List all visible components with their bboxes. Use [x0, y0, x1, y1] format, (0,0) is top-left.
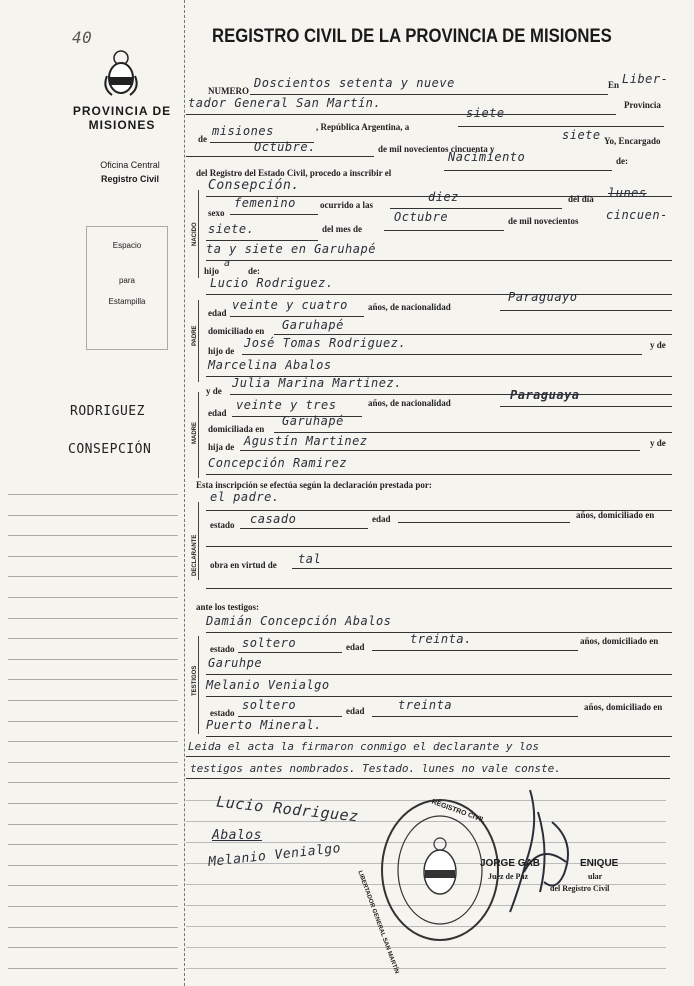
declarante-edad-label: edad	[372, 514, 391, 524]
testigos-bracket	[198, 636, 199, 734]
provincia-value: misiones	[212, 124, 274, 138]
numero-value: Doscientos setenta y nueve	[254, 76, 455, 90]
left-ruled-line	[8, 885, 178, 886]
mil-nov-label: de mil novecientos cincuenta y	[378, 144, 495, 154]
testigo1-name-value: Damián Concepción Abalos	[206, 614, 392, 628]
closing-line-1: Leida el acta la firmaron conmigo el declarante y los	[188, 740, 539, 753]
left-ruled-line	[8, 721, 178, 722]
margin-surname: RODRIGUEZ	[70, 404, 145, 419]
declarante-estado-value: casado	[250, 512, 297, 526]
madre-bracket	[198, 392, 199, 478]
mes-value: Octubre.	[254, 140, 316, 154]
left-ruled-line	[8, 515, 178, 516]
padre-nac-label: años, de nacionalidad	[368, 302, 451, 312]
inscripcion-label: Esta inscripción se efectúa según la declaración prestada por:	[196, 480, 432, 490]
testigo1-dom-value: Garuhpe	[208, 656, 263, 670]
office-label: Oficina Central Registro Civil	[100, 160, 160, 184]
left-ruled-line	[8, 844, 178, 845]
mes-nac-value: Octubre	[394, 210, 449, 224]
testigos-header: ante los testigos:	[196, 602, 259, 612]
left-ruled-line	[8, 535, 178, 536]
left-ruled-line	[8, 906, 178, 907]
madre-edad-value: veinte y tres	[236, 398, 337, 412]
yo-encargado-label: Yo, Encargado	[604, 136, 661, 146]
hijo-label: hijo	[204, 266, 220, 276]
madre-dom-label: domiciliada en	[208, 424, 265, 434]
testigo1-anios-label: años, domiciliado en	[580, 636, 659, 646]
seal-ring-top: REGISTRO CIVIL	[430, 798, 486, 825]
anio-nac-value-1: cincuen-	[606, 208, 668, 222]
left-ruled-line	[8, 968, 178, 969]
signature-witness-1: Abalos	[212, 828, 262, 843]
del-dia-label: del día	[568, 194, 594, 204]
signature-father: Lucio Rodriguez	[215, 792, 360, 826]
madre-name-value: Julia Marina Martinez.	[232, 376, 402, 390]
republica-label: , República Argentina, a	[316, 122, 410, 132]
testigo2-edad-label: edad	[346, 706, 365, 716]
madre-label: MADRE	[192, 422, 198, 444]
madre-nac-label: años, de nacionalidad	[368, 398, 451, 408]
officer-name-suffix: ENIQUE	[580, 858, 619, 869]
officer-name: JORGE GAB	[480, 858, 541, 869]
officer-title-2: ular	[588, 872, 603, 881]
del-registro-label: del Registro del Estado Civil, procedo a inscribir el	[196, 168, 392, 178]
left-ruled-line	[8, 494, 178, 495]
testigo2-dom-value: Puerto Mineral.	[206, 718, 322, 732]
left-ruled-line	[8, 824, 178, 825]
testigo1-estado-value: soltero	[242, 636, 297, 650]
madre-y-de-label-2: y de	[650, 438, 666, 448]
numero-label: NUMERO	[208, 86, 249, 96]
anio-value: siete	[562, 128, 601, 142]
sexo-value: femenino	[234, 196, 296, 210]
hora-value: diez	[428, 190, 459, 204]
left-ruled-line	[8, 865, 178, 866]
anio-nac-value-2: ta y siete en Garuhapé	[206, 242, 376, 256]
padre-y-de-label: y de	[650, 340, 666, 350]
nacido-label: NACIDO	[192, 222, 198, 246]
lugar-value-2: tador General San Martín.	[188, 96, 382, 110]
padre-bracket	[198, 300, 199, 382]
dia-value: siete	[466, 106, 505, 120]
madre-hija-de-label: hija de	[208, 442, 235, 452]
ocurrido-label: ocurrido a las	[320, 200, 373, 210]
madre-edad-label: edad	[208, 408, 227, 418]
closing-line-2: testigos antes nombrados. Testado. lunes no vale conste.	[190, 762, 561, 775]
padre-dom-value: Garuhapé	[282, 318, 344, 332]
testigos-label: TESTIGOS	[192, 665, 198, 696]
lugar-value-1: Liber-	[622, 72, 669, 86]
nacido-bracket	[198, 190, 199, 278]
hijo-de-label: de:	[248, 266, 260, 276]
margin-given-name: CONSEPCIÓN	[68, 442, 152, 457]
left-ruled-line	[8, 782, 178, 783]
testigo2-estado-value: soltero	[242, 698, 297, 712]
nombre-value: Consepción.	[208, 178, 300, 193]
provincia-label: Provincia	[624, 100, 661, 110]
stamp-box: Espacio para Estampilla	[86, 226, 168, 350]
hijo-suffix: a	[224, 258, 231, 269]
de-mil-label: de mil novecientos	[508, 216, 579, 226]
acto-value: Nacimiento	[448, 150, 526, 164]
margin-rule	[184, 0, 185, 986]
province-name: PROVINCIA DE MISIONES	[72, 104, 172, 132]
madre-y-de-label: y de	[206, 386, 222, 396]
padre-label: PADRE	[192, 325, 198, 346]
left-ruled-line	[8, 556, 178, 557]
testigo1-edad-label: edad	[346, 642, 365, 652]
left-ruled-line	[8, 803, 178, 804]
left-ruled-line	[8, 700, 178, 701]
padre-hijo-de-label: hijo de	[208, 346, 235, 356]
left-ruled-line	[8, 927, 178, 928]
page-number: 40	[72, 28, 93, 47]
padre-edad-label: edad	[208, 308, 227, 318]
left-ruled-line	[8, 638, 178, 639]
officer-title-1: Juez de Paz	[488, 872, 528, 881]
page-title: REGISTRO CIVIL DE LA PROVINCIA DE MISIONES	[212, 26, 612, 47]
de-label-2: de:	[616, 156, 628, 166]
en-label: En	[608, 80, 620, 90]
testigo1-edad-value: treinta.	[410, 632, 472, 646]
declarante-anios-label: años, domiciliado en	[576, 510, 655, 520]
padre-dom-label: domiciliado en	[208, 326, 265, 336]
madre-dom-value: Garuhapé	[282, 414, 344, 428]
madre-padre-value: Agustín Martinez	[244, 434, 368, 448]
left-ruled-line	[8, 597, 178, 598]
left-ruled-line	[8, 679, 178, 680]
testigo2-edad-value: treinta	[398, 698, 453, 712]
declarante-value: el padre.	[210, 490, 280, 504]
dia-num-value: siete.	[208, 222, 255, 236]
obra-value: tal	[298, 552, 322, 566]
left-ruled-line	[8, 659, 178, 660]
left-ruled-line	[8, 618, 178, 619]
padre-name-value: Lucio Rodriguez.	[210, 276, 334, 290]
left-ruled-line	[8, 762, 178, 763]
testigo2-name-value: Melanio Venialgo	[206, 678, 330, 692]
right-ruled-line	[186, 968, 666, 969]
madre-madre-value: Concepción Ramirez	[208, 456, 348, 470]
padre-padre-value: José Tomas Rodriguez.	[244, 336, 407, 350]
testigo2-estado-label: estado	[210, 708, 235, 718]
madre-nac-value: Paraguaya	[510, 388, 580, 402]
dia-semana-value: lunes	[608, 186, 647, 200]
signature-witness-2: Melanio Venialgo	[207, 841, 342, 870]
left-ruled-line	[8, 947, 178, 948]
coat-of-arms-icon	[104, 48, 138, 98]
padre-madre-value: Marcelina Abalos	[208, 358, 332, 372]
officer-title-3: del Registro Civil	[550, 884, 610, 893]
seal-ring-bottom: LIBERTADOR GENERAL SAN MARTÍN	[356, 870, 400, 975]
obra-label: obra en virtud de	[210, 560, 277, 570]
sexo-label: sexo	[208, 208, 225, 218]
declarante-label: DECLARANTE	[192, 534, 198, 576]
del-mes-label: del mes de	[322, 224, 362, 234]
testigo1-estado-label: estado	[210, 644, 235, 654]
left-ruled-line	[8, 576, 178, 577]
left-ruled-line	[8, 741, 178, 742]
de-label: de	[198, 134, 207, 144]
padre-edad-value: veinte y cuatro	[232, 298, 348, 312]
right-ruled-line	[186, 947, 666, 948]
declarante-estado-label: estado	[210, 520, 235, 530]
declarante-bracket	[198, 502, 199, 580]
testigo2-anios-label: años, domiciliado en	[584, 702, 663, 712]
padre-nac-value: Paraguayo	[508, 290, 578, 304]
